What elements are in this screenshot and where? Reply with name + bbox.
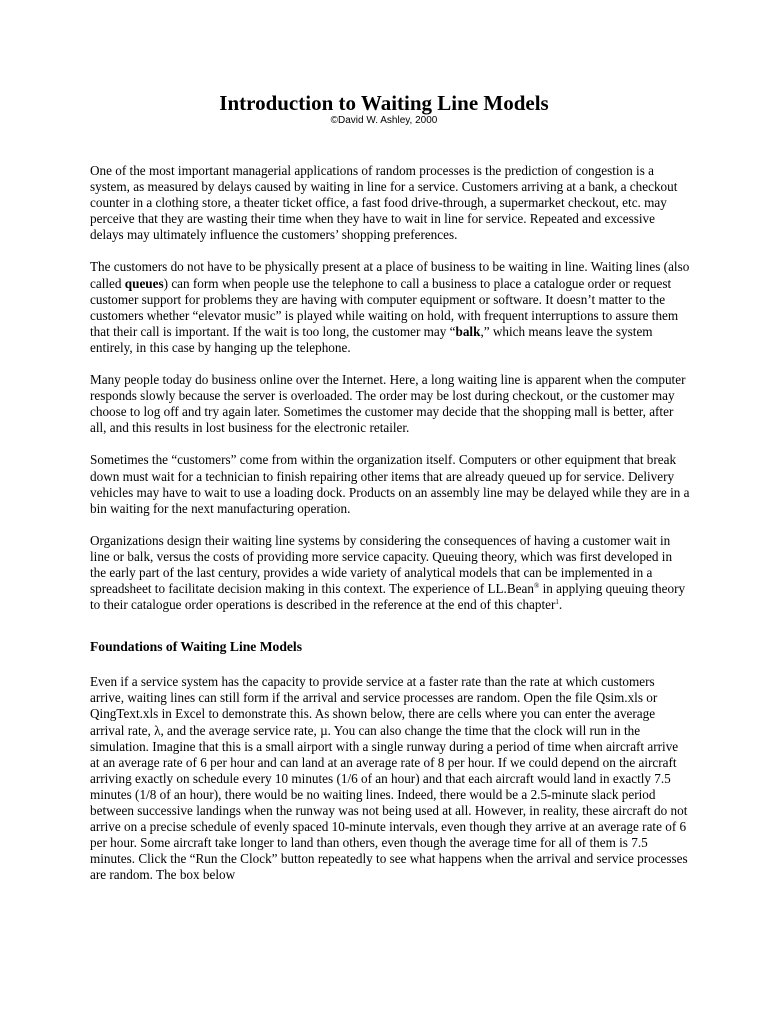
footnote-marker: 1 [555, 598, 559, 607]
paragraph-3: Many people today do business online over the Internet. Here, a long waiting line is apparent when the computer responds slowly because the server is overloaded. The order may be lost during checkout, or the customer may choose to log off and try again later. Sometimes the customer may decide that the shopping mall is better, after all, and this results in lost business for the electronic retailer. [90, 372, 686, 436]
document-title: Introduction to Waiting Line Models [219, 91, 549, 115]
section-heading: Foundations of Waiting Line Models [90, 639, 303, 655]
document-body [90, 163, 690, 899]
paragraph-2: The customers do not have to be physically present at a place of business to be waiting in line. Waiting lines (also called queues) can form when people use the telephone to call a business to place a catalogue order or request customer support for problems they are having with computer equipment or software. It doesn’t matter to the customers whether “elevator music” is played while waiting on hold, with frequent interruptions to assure them that their call is important. If the wait is too long, the customer may “balk,” which means leave the system entirely, in this case by hanging up the telephone. [90, 259, 690, 355]
paragraph-1: One of the most important managerial applications of random processes is the prediction of congestion is a system, as measured by delays caused by waiting in line for a service. Customers arriving at a bank, a checkout counter in a clothing store, a theater ticket office, a fast food drive-through, a supermarket checkout, etc. may perceive that they are wasting their time when they have to wait in line for service. Repeated and excessive delays may ultimately influence the customers’ shopping preferences. [90, 163, 678, 243]
author-byline: ©David W. Ashley, 2000 [330, 115, 438, 126]
paragraph-4: Sometimes the “customers” come from within the organization itself. Computers or other equipment that break down must wait for a technician to finish repairing other items that are already queued up for service. Delivery vehicles may have to wait to use a loading dock. Products on an assembly line may be delayed while they are in a bin waiting for the next manufacturing operation. [90, 452, 690, 516]
registered-mark: ® [533, 582, 540, 591]
paragraph-5: Organizations design their waiting line systems by considering the consequences of having a customer wait in line or balk, versus the costs of providing more service capacity. Queuing theory, which was first developed in the early part of the last century, provides a wide variety of analytical models that can be implemented in a spreadsheet to facilitate decision making in this context. The experience of LL.Bean® in applying queuing theory to their catalogue order operations is described in the reference at the end of this chapter$^1$. [90, 532, 686, 613]
term-queues: queues [124, 275, 164, 291]
term-balk: balk [455, 323, 481, 339]
paragraph-6: Even if a service system has the capacity to provide service at a faster rate than the rate at which customers arrive, waiting lines can still form if the arrival and service processes are random. Open the file Qsim.xls or QingText.xls in Excel to demonstrate this. As shown below, there are cells where you can enter the average arrival rate, λ, and the average service rate, µ. You can also change the time that the clock will run in the simulation. Imagine that this is a small airport with a single runway during a period of time when aircraft arrive at an average rate of 6 per hour and can land at an average rate of 8 per hour. If we could depend on the aircraft arriving exactly on schedule every 10 minutes (1/6 of an hour) and that each aircraft would land in exactly 7.5 minutes (1/8 of an hour), there would be no waiting lines. Indeed, there would be a 2.5-minute slack period between successive landings when the runway was not being used at all. However, in reality, these aircraft do not arrive on a precise schedule of evenly spaced 10-minute intervals, even though they arrive at an average rate of 6 per hour. Some aircraft take longer to land than others, even though the average time for all of them is 7.5 minutes. Click the “Run the Clock” button repeatedly to see what happens when the arrival and service processes are random. The box below [90, 674, 688, 883]
